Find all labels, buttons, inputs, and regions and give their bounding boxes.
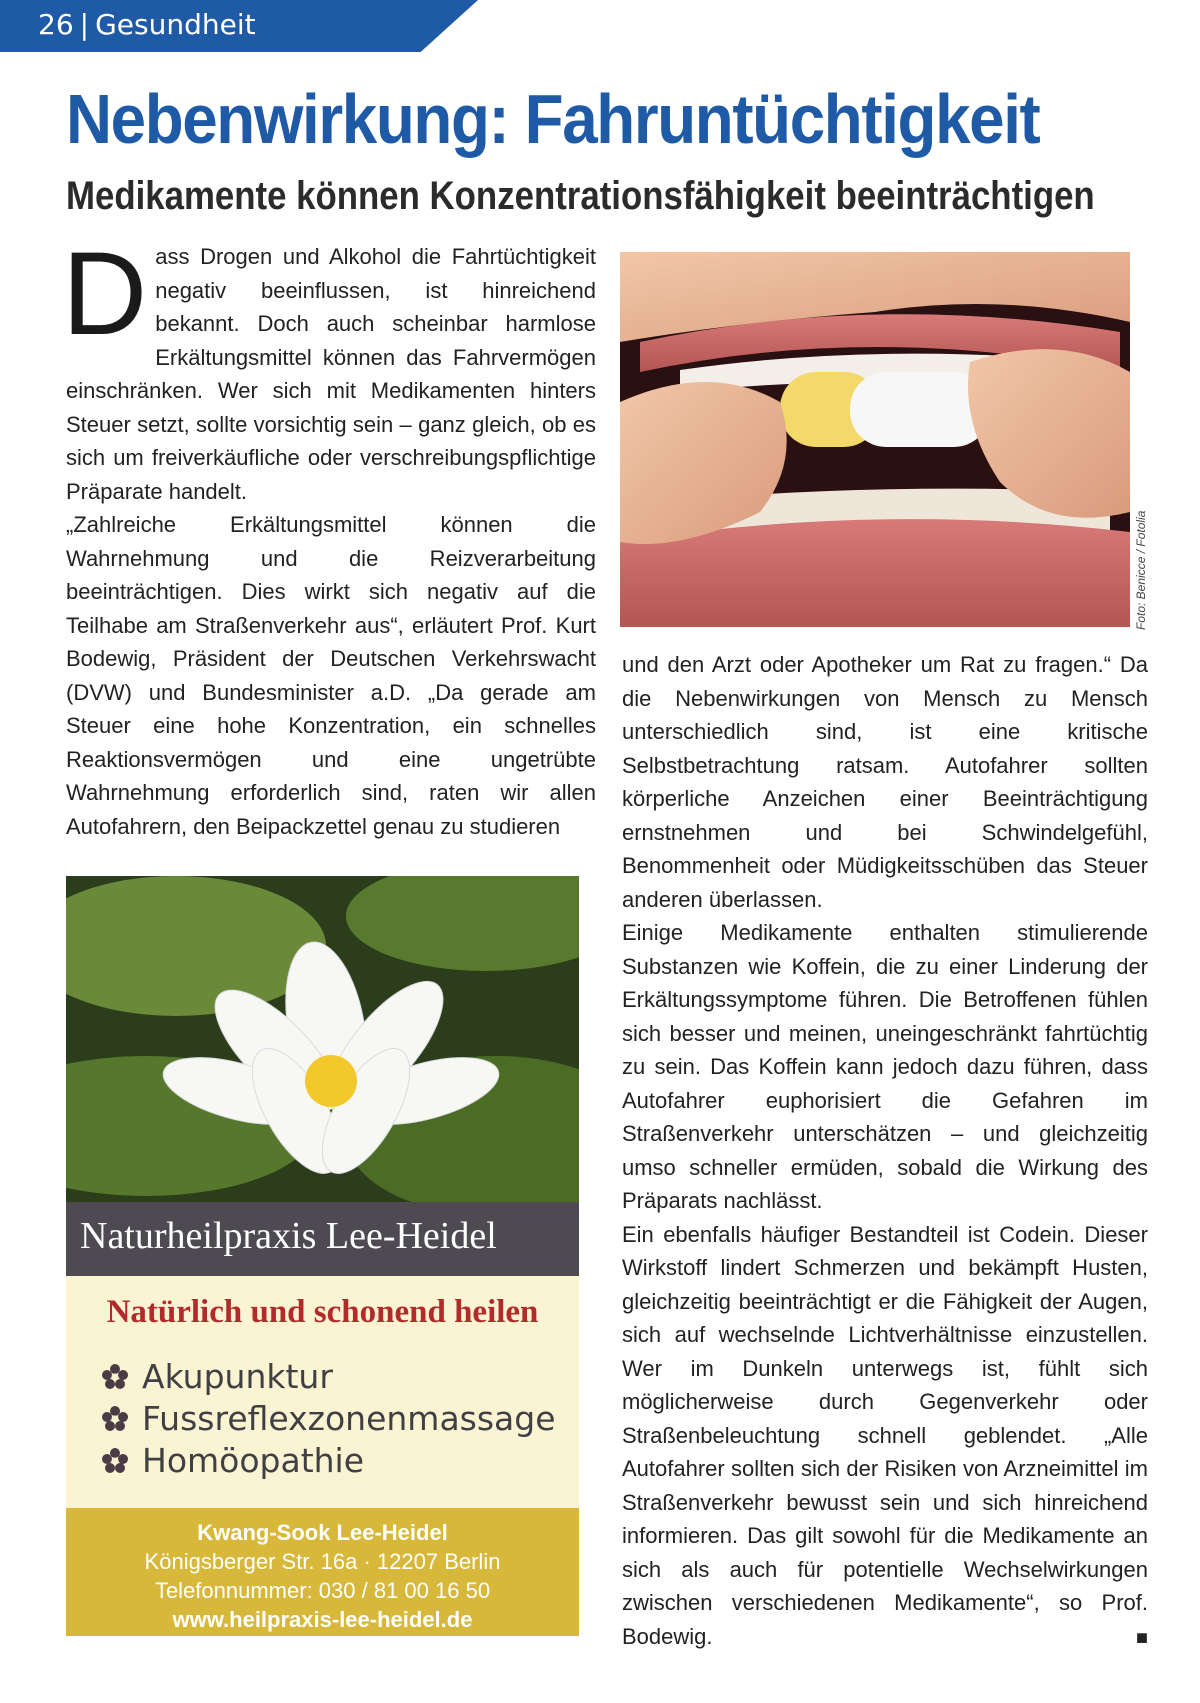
article-paragraph-5: [622, 1218, 1148, 1654]
ad-services-list: [102, 1356, 556, 1482]
ad-photo-waterlily: [66, 876, 579, 1202]
ad-service-label: Homöopathie: [142, 1441, 365, 1480]
photo-credit: Foto: Benicce / Fotolia: [1134, 510, 1148, 630]
article-column-left: [62, 228, 596, 843]
article-paragraph-2: „Zahlreiche Erkältungsmittel können die Wahrnehmung und die Reizverarbeitung beeinträchtigen. Dies wirkt sich negativ auf die Teilhabe am Straßenverkehr aus“, erläutert Prof. Kurt Bodewig, Präsident der Deutschen Verkehrswacht (DVW) und Bundesminister a.D. „Da gerade am Steuer eine hohe Konzentration, ein schnelles Reaktionsvermögen und eine ungetrübte Wahrnehmung erforderlich sind, raten wir allen Autofahrern, den Beipackzettel genau zu studieren: [66, 512, 596, 839]
page-number: 26: [38, 8, 74, 41]
advertisement: [66, 876, 579, 1636]
ad-contact-phone: Telefonnummer: 030 / 81 00 16 50: [154, 1578, 491, 1603]
paragraph-text: Ein ebenfalls häufiger Bestandteil ist Codein. Dieser Wirkstoff lindert Schmerzen und bekämpft Husten, gleichzeitig beeinträchtigt er die Fähigkeit der Augen, sich auf wechselnde Lichtverhältnisse einzustellen. Wer im Dunkeln unterwegs ist, fühlt sich möglicherweise durch Gegenverkehr oder Straßenbeleuchtung schnell geblendet. „Alle Autofahrer sollten sich der Risiken von Arzneimittel im Straßenverkehr bewusst sein und sich hinreichend informieren. Das gilt sowohl für die Medikamente an sich als auch für potentielle Wechselwirkungen zwischen verschiedenen Medikamente“, so Prof. Bodewig.: [622, 1221, 1148, 1649]
ad-business-name: Naturheilpraxis Lee-Heidel: [80, 1215, 497, 1257]
flower-icon: [102, 1406, 128, 1432]
ad-name-bar: [66, 1202, 579, 1276]
dropcap: D: [62, 228, 148, 360]
ad-contact-website[interactable]: www.heilpraxis-lee-heidel.de: [172, 1607, 473, 1632]
article-column-right: [622, 648, 1148, 1655]
article-paragraph-1: [62, 228, 596, 508]
flower-icon: [102, 1448, 128, 1474]
end-mark: ■: [1135, 1626, 1148, 1649]
section-header: [38, 8, 256, 41]
ad-service-item: [102, 1398, 556, 1440]
ad-service-label: Akupunktur: [142, 1357, 333, 1396]
section-name: Gesundheit: [95, 8, 256, 41]
waterlily-illustration: [66, 876, 579, 1202]
ad-body: [66, 1276, 579, 1508]
article-paragraph-3: und den Arzt oder Apotheker um Rat zu fragen.“ Da die Nebenwirkungen von Mensch zu Mensch unterschiedlich sind, ist eine kritische Selbstbetrachtung ratsam. Autofahrer sollten körperliche Anzeichen einer Beeinträchtigung ernstnehmen und bei Schwindelgefühl, Benommenheit oder Müdigkeitsschüben das Steuer anderen überlassen.: [622, 652, 1148, 912]
ad-contact-address: Königsberger Str. 16a · 12207 Berlin: [144, 1549, 501, 1574]
header-separator: |: [79, 8, 90, 41]
ad-service-item: [102, 1356, 556, 1398]
article-photo-pill: [620, 252, 1130, 627]
article-headline: Nebenwirkung: Fahruntüchtigkeit: [66, 80, 1040, 158]
flower-icon: [102, 1364, 128, 1390]
article-paragraph-4: Einige Medikamente enthalten stimulierende Substanzen wie Koffein, die zu einer Linderung der Erkältungssymptome führen. Die Betroffenen fühlen sich besser und meinen, uneingeschränkt fahrtüchtig zu sein. Das Koffein kann jedoch dazu führen, dass Autofahrer euphorisiert die Gefahren im Straßenverkehr unterschätzen – und gleichzeitig umso schneller ermüden, sobald die Wirkung des Präparats nachlässt.: [622, 920, 1148, 1213]
ad-slogan: Natürlich und schonend heilen: [106, 1294, 539, 1330]
article-subheadline: Medikamente können Konzentrationsfähigkeit beeinträchtigen: [66, 174, 1095, 218]
ad-service-label: Fussreflexzonenmassage: [142, 1399, 556, 1438]
paragraph-text: ass Drogen und Alkohol die Fahrtüchtigkeit negativ beeinflussen, ist hinreichend bekannt. Doch auch scheinbar harmlose Erkältungsmittel können das Fahrvermögen einschränken. Wer sich mit Medikamenten hinters Steuer setzt, sollte vorsichtig sein – ganz gleich, ob es sich um freiverkäufliche oder verschreibungspflichtige Präparate handelt.: [66, 244, 596, 504]
ad-service-item: [102, 1440, 556, 1482]
pill-photo-illustration: [620, 252, 1130, 627]
ad-contact-block: [66, 1508, 579, 1636]
ad-contact-person: Kwang-Sook Lee-Heidel: [197, 1520, 448, 1545]
